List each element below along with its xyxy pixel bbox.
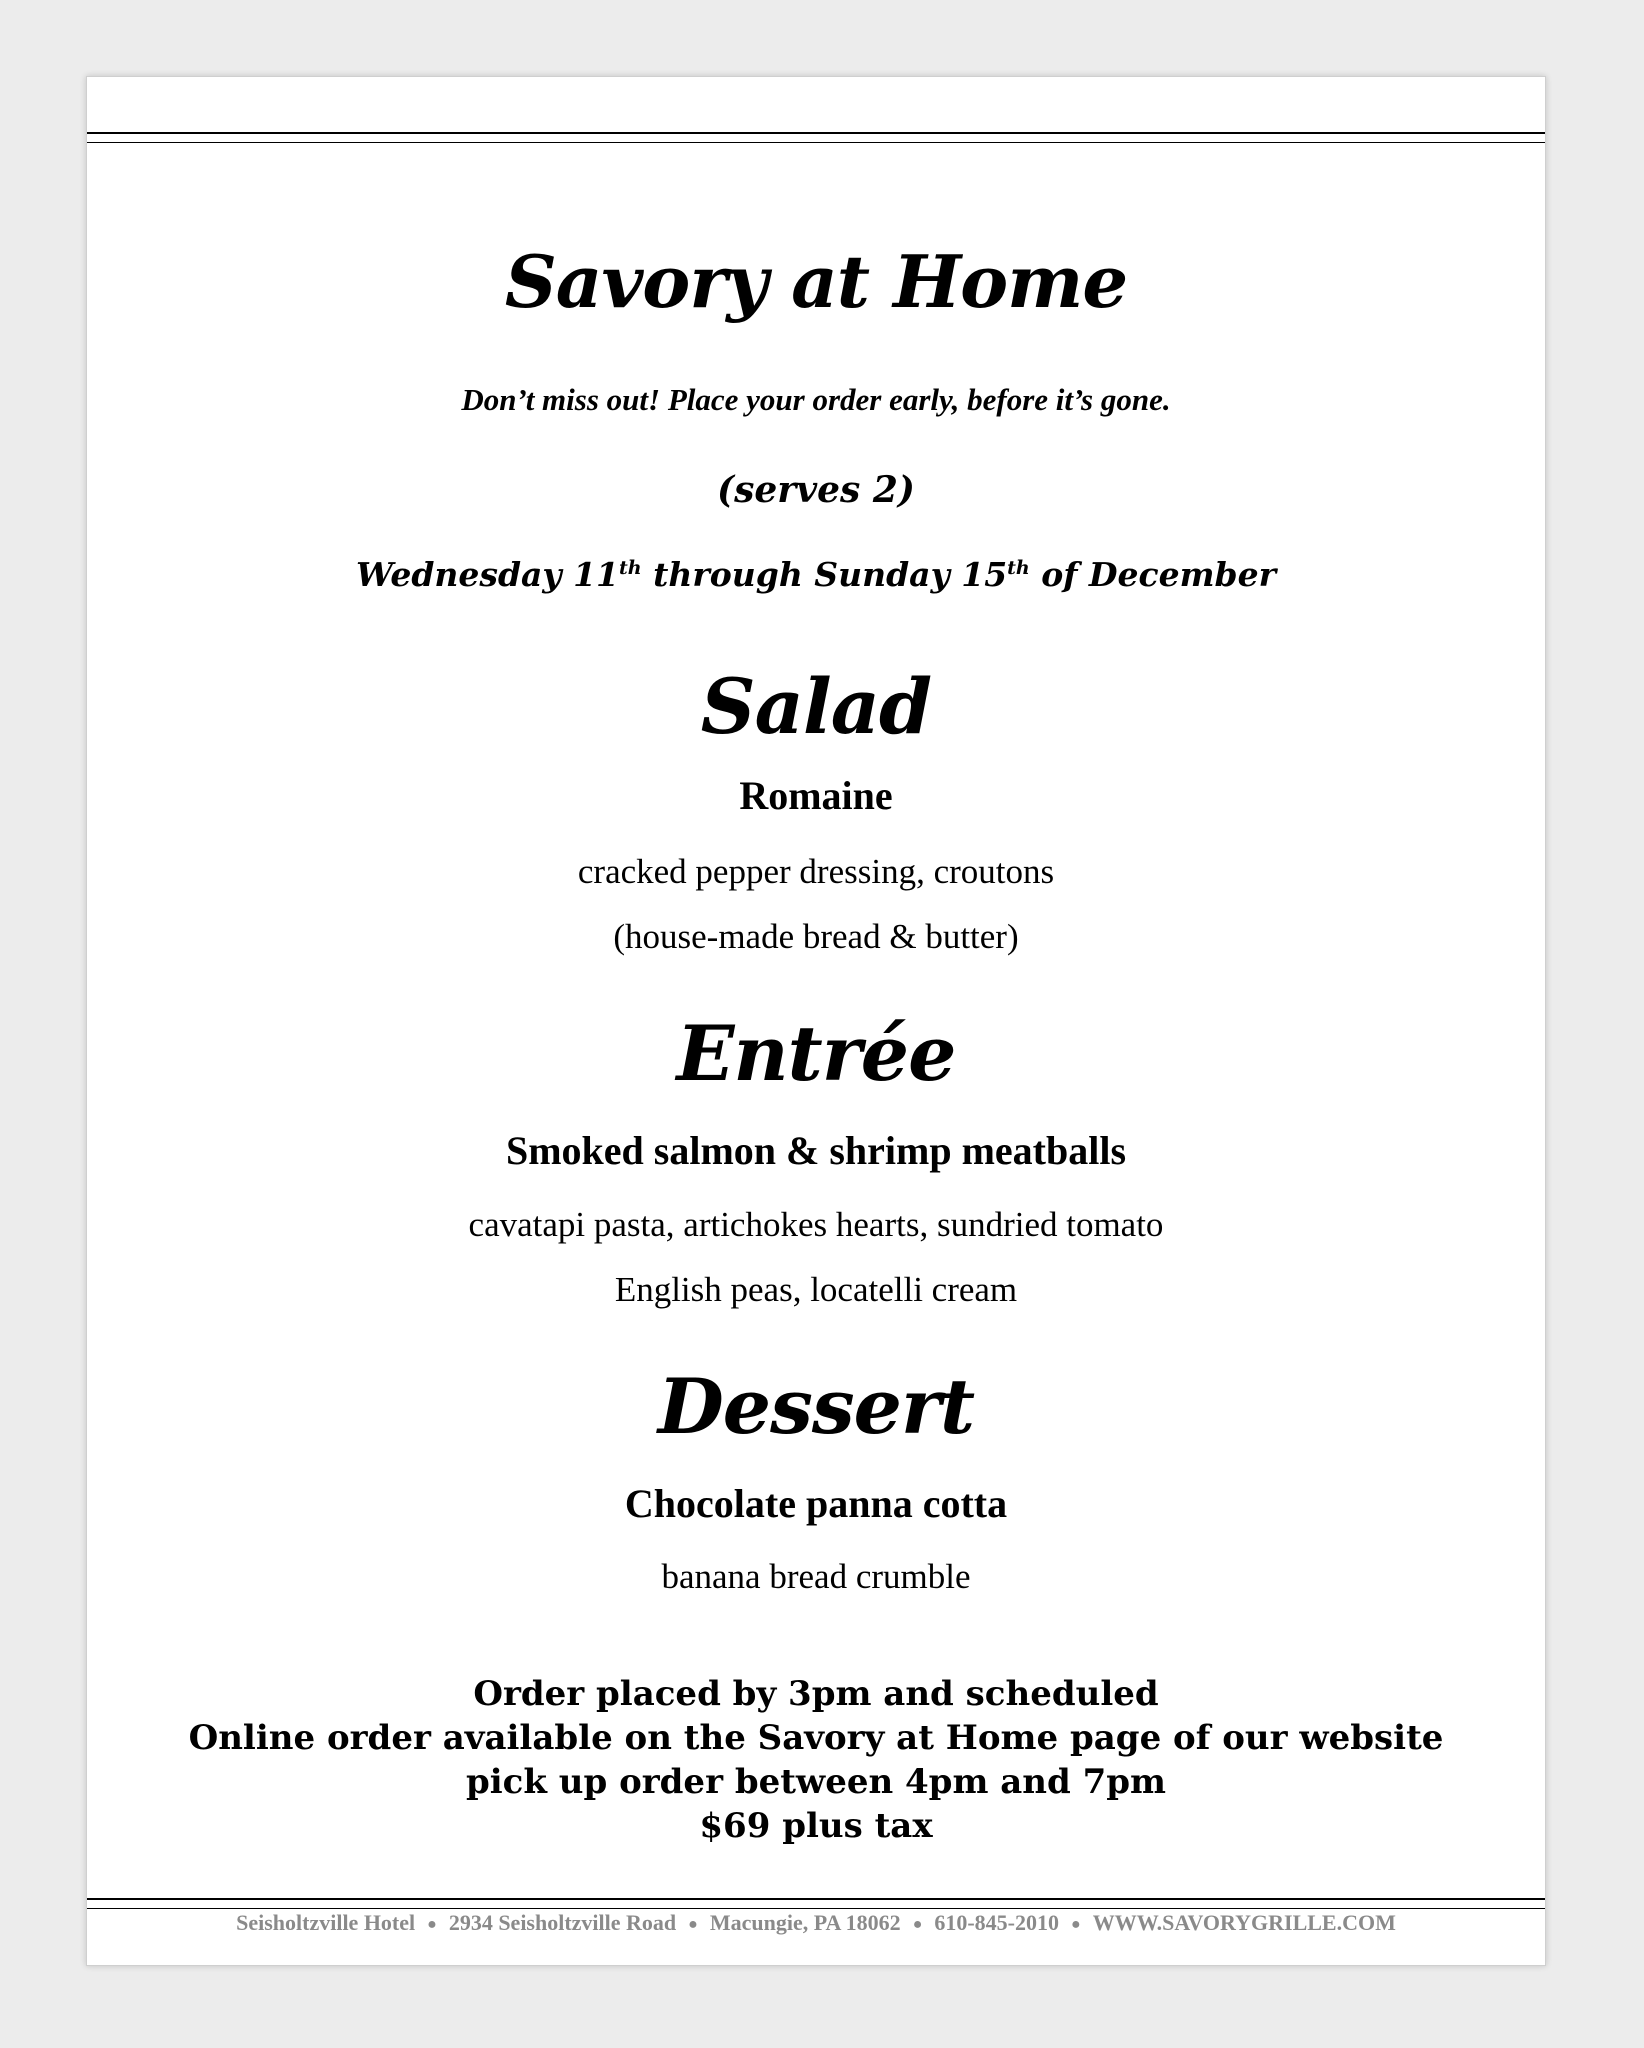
- pickup-window: pick up order between 4pm and 7pm: [465, 1762, 1167, 1802]
- bullet-separator: ●: [427, 1915, 437, 1933]
- dish-name-dessert: Chocolate panna cotta: [624, 1481, 1008, 1526]
- date-range: [87, 555, 1545, 594]
- date-month: of December: [1029, 555, 1277, 594]
- address-footer: [87, 1910, 1545, 1936]
- dish-description: (house-made bread & butter): [613, 917, 1019, 956]
- menu-page: [86, 76, 1546, 1966]
- dish-name-entree: Smoked salmon & shrimp meatballs: [505, 1128, 1127, 1173]
- phone-number: 610-845-2010: [934, 1910, 1060, 1935]
- menu-title: Savory at Home: [504, 239, 1128, 324]
- date-end: through Sunday 15: [641, 555, 1008, 594]
- dish-description: banana bread crumble: [661, 1557, 971, 1596]
- bullet-separator: ●: [1071, 1915, 1081, 1933]
- footer-rule-thin: [87, 1908, 1545, 1909]
- order-deadline: Order placed by 3pm and scheduled: [473, 1674, 1159, 1714]
- dish-name-salad: Romaine: [739, 773, 893, 818]
- header-rule-thick: [87, 132, 1545, 134]
- dish-description: English peas, locatelli cream: [614, 1270, 1018, 1309]
- bullet-separator: ●: [912, 1915, 923, 1933]
- section-heading-salad: Salad: [700, 662, 932, 751]
- section-heading-dessert: Dessert: [657, 1362, 975, 1451]
- dish-description: cavatapi pasta, artichokes hearts, sundried tomato: [468, 1205, 1164, 1244]
- header-rule-thin: [87, 142, 1545, 143]
- city-state-zip: Macungie, PA 18062: [709, 1910, 901, 1935]
- street-address: 2934 Seisholtzville Road: [448, 1910, 677, 1935]
- date-start: Wednesday 11: [355, 555, 620, 594]
- website-url: WWW.SAVORYGRILLE.COM: [1092, 1910, 1396, 1935]
- price: $69 plus tax: [699, 1806, 933, 1846]
- section-heading-entree: Entrée: [676, 1009, 956, 1098]
- ordering-info: [87, 1672, 1545, 1848]
- hotel-name: Seisholtzville Hotel: [236, 1910, 416, 1935]
- online-order-note: Online order available on the Savory at Home page of our website: [188, 1718, 1444, 1758]
- serves-note: (serves 2): [717, 469, 915, 511]
- date-end-suffix: th: [1007, 557, 1030, 579]
- bullet-separator: ●: [688, 1915, 698, 1933]
- date-start-suffix: th: [619, 557, 642, 579]
- footer-rule-thick: [87, 1898, 1545, 1900]
- dish-description: cracked pepper dressing, croutons: [577, 852, 1055, 891]
- menu-tagline: Don’t miss out! Place your order early, before it’s gone.: [461, 382, 1171, 417]
